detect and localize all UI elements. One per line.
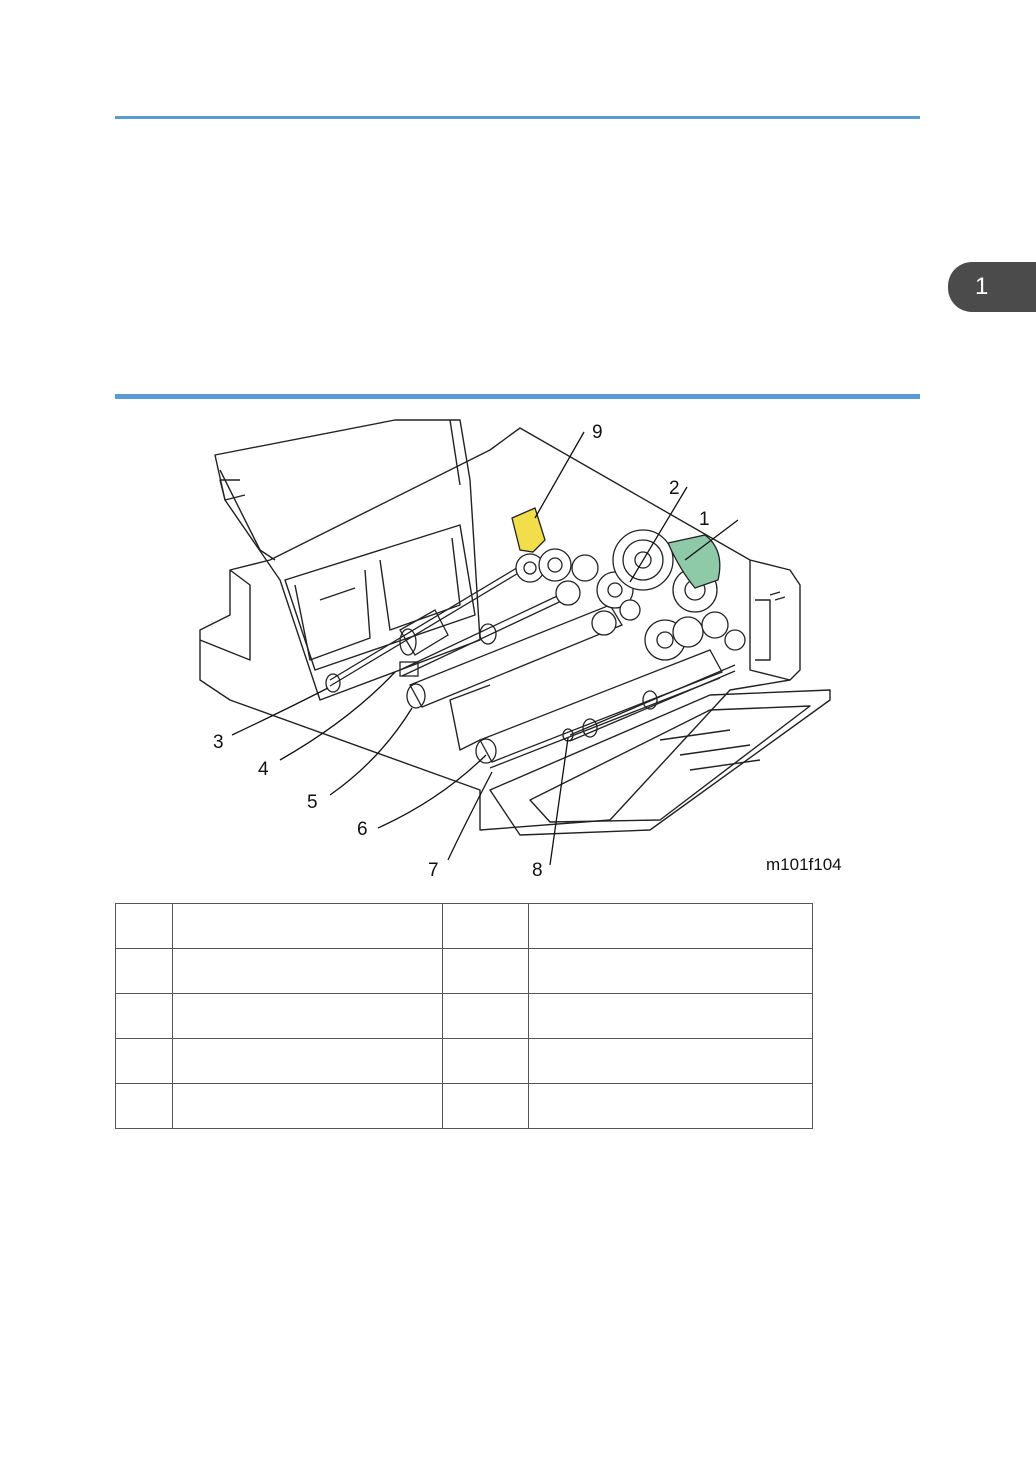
- table-row: [116, 1039, 813, 1084]
- part-number-cell: [116, 949, 173, 994]
- part-number-cell: [443, 1039, 529, 1084]
- machine-outline: [200, 420, 830, 835]
- part-number-cell: [116, 1084, 173, 1129]
- chapter-tab[interactable]: 1: [948, 262, 1036, 312]
- callout-3: 3: [213, 732, 224, 753]
- part-name-cell: [173, 1039, 443, 1084]
- table-row: [116, 904, 813, 949]
- callout-1: 1: [699, 509, 710, 530]
- part-name-cell: [173, 949, 443, 994]
- drive-mechanism-figure: [190, 410, 850, 885]
- part-name-cell: [529, 1039, 813, 1084]
- callout-2: 2: [669, 478, 680, 499]
- part-number-cell: [116, 904, 173, 949]
- part-number-cell: [443, 949, 529, 994]
- table-row: [116, 949, 813, 994]
- part-number-cell: [116, 1039, 173, 1084]
- header-rule: [115, 116, 920, 119]
- part-number-cell: [443, 994, 529, 1039]
- section-rule: [115, 394, 920, 399]
- part-name-cell: [529, 949, 813, 994]
- callout-4: 4: [258, 759, 269, 780]
- part-name-cell: [173, 994, 443, 1039]
- part-name-cell: [529, 904, 813, 949]
- part-name-cell: [173, 904, 443, 949]
- part-name-cell: [529, 994, 813, 1039]
- callout-7: 7: [428, 860, 439, 881]
- callout-9: 9: [592, 422, 603, 443]
- callout-6: 6: [357, 819, 368, 840]
- part-number-cell: [116, 994, 173, 1039]
- part-number-cell: [443, 904, 529, 949]
- part-name-cell: [529, 1084, 813, 1129]
- part-name-cell: [173, 1084, 443, 1129]
- callout-5: 5: [307, 792, 318, 813]
- parts-table: [115, 903, 813, 1129]
- lever-highlight: [512, 508, 545, 552]
- part-number-cell: [443, 1084, 529, 1129]
- table-row: [116, 1084, 813, 1129]
- table-row: [116, 994, 813, 1039]
- figure-id: m101f104: [766, 855, 842, 874]
- callout-8: 8: [532, 860, 543, 881]
